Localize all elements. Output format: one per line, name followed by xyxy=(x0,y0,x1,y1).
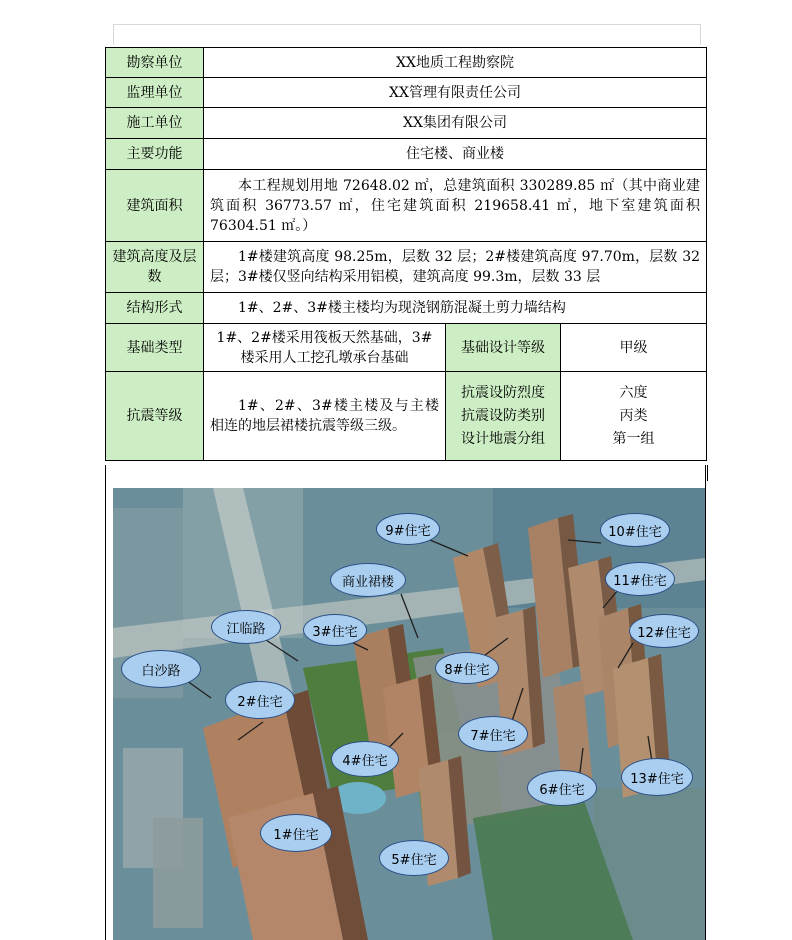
aerial-rendering-image xyxy=(113,488,705,940)
survey-unit-value: XX地质工程勘察院 xyxy=(204,48,707,78)
foundation-type-value: 1#、2#楼采用筏板天然基础，3#楼采用人工挖孔墩承台基础 xyxy=(204,324,446,372)
text-cursor xyxy=(707,465,708,481)
structure-value: 1#、2#、3#楼主楼均为现浇钢筋混凝土剪力墙结构 xyxy=(204,293,707,324)
callout-building-11: 11#住宅 xyxy=(605,562,675,596)
main-function-value: 住宅楼、商业楼 xyxy=(204,139,707,170)
seismic-category-value: 丙类 xyxy=(619,407,648,424)
row-structure xyxy=(106,293,707,324)
structure-label: 结构形式 xyxy=(106,293,204,324)
callout-building-3: 3#住宅 xyxy=(303,614,367,646)
project-info-sheet xyxy=(105,47,706,461)
building-area-value: 本工程规划用地 72648.02 ㎡，总建筑面积 330289.85 ㎡（其中商业建筑面积 36773.57 ㎡，住宅建筑面积 219658.41 ㎡，地下室建筑面积 76304.51 ㎡。） xyxy=(204,170,707,242)
seismic-intensity-value: 六度 xyxy=(619,384,648,401)
seismic-intensity-label: 抗震设防烈度 xyxy=(461,384,545,401)
callout-building-7: 7#住宅 xyxy=(458,716,528,752)
callout-building-2: 2#住宅 xyxy=(225,681,295,719)
main-function-label: 主要功能 xyxy=(106,139,204,170)
foundation-grade-value: 甲级 xyxy=(561,324,707,372)
row-survey-unit xyxy=(106,48,707,78)
row-seismic xyxy=(106,372,707,461)
project-info-table xyxy=(105,47,707,461)
callout-building-12: 12#住宅 xyxy=(629,614,699,648)
seismic-category-label: 抗震设防类别 xyxy=(461,407,545,424)
seismic-values-cell xyxy=(561,372,707,461)
foundation-type-label: 基础类型 xyxy=(106,324,204,372)
callout-building-5: 5#住宅 xyxy=(379,840,449,876)
callout-building-9: 9#住宅 xyxy=(376,513,440,545)
row-foundation xyxy=(106,324,707,372)
table-border-left xyxy=(105,465,106,940)
row-supervision-unit xyxy=(106,78,707,108)
row-height-floors xyxy=(106,242,707,293)
building-area-label: 建筑面积 xyxy=(106,170,204,242)
callout-building-6: 6#住宅 xyxy=(527,770,597,806)
callout-building-1: 1#住宅 xyxy=(260,814,332,852)
callout-jianglin-road: 江临路 xyxy=(211,610,281,644)
callout-commercial-podium: 商业裙楼 xyxy=(330,563,406,597)
seismic-grade-value: 1#、2#、3#楼主楼及与主楼相连的地层裙楼抗震等级三级。 xyxy=(204,372,446,461)
height-floors-label: 建筑高度及层数 xyxy=(106,242,204,293)
construction-unit-value: XX集团有限公司 xyxy=(204,108,707,139)
callout-building-10: 10#住宅 xyxy=(600,513,670,547)
height-floors-value: 1#楼建筑高度 98.25m，层数 32 层；2#楼建筑高度 97.70m，层数 32 层；3#楼仅竖向结构采用铝模，建筑高度 99.3m，层数 33 层 xyxy=(204,242,707,293)
callout-building-8: 8#住宅 xyxy=(435,652,499,684)
supervision-unit-value: XX管理有限责任公司 xyxy=(204,78,707,108)
row-building-area xyxy=(106,170,707,242)
seismic-grade-label: 抗震等级 xyxy=(106,372,204,461)
construction-unit-label: 施工单位 xyxy=(106,108,204,139)
foundation-grade-label: 基础设计等级 xyxy=(446,324,561,372)
callout-building-4: 4#住宅 xyxy=(331,741,399,777)
seismic-group-label: 设计地震分组 xyxy=(461,430,545,447)
seismic-group-value: 第一组 xyxy=(612,430,655,447)
page-header-line xyxy=(113,24,701,45)
supervision-unit-label: 监理单位 xyxy=(106,78,204,108)
seismic-labels-cell xyxy=(446,372,561,461)
row-main-function xyxy=(106,139,707,170)
survey-unit-label: 勘察单位 xyxy=(106,48,204,78)
table-border-right xyxy=(705,465,706,940)
callout-baisha-road: 白沙路 xyxy=(121,650,201,688)
callout-building-13: 13#住宅 xyxy=(621,758,693,796)
row-construction-unit xyxy=(106,108,707,139)
